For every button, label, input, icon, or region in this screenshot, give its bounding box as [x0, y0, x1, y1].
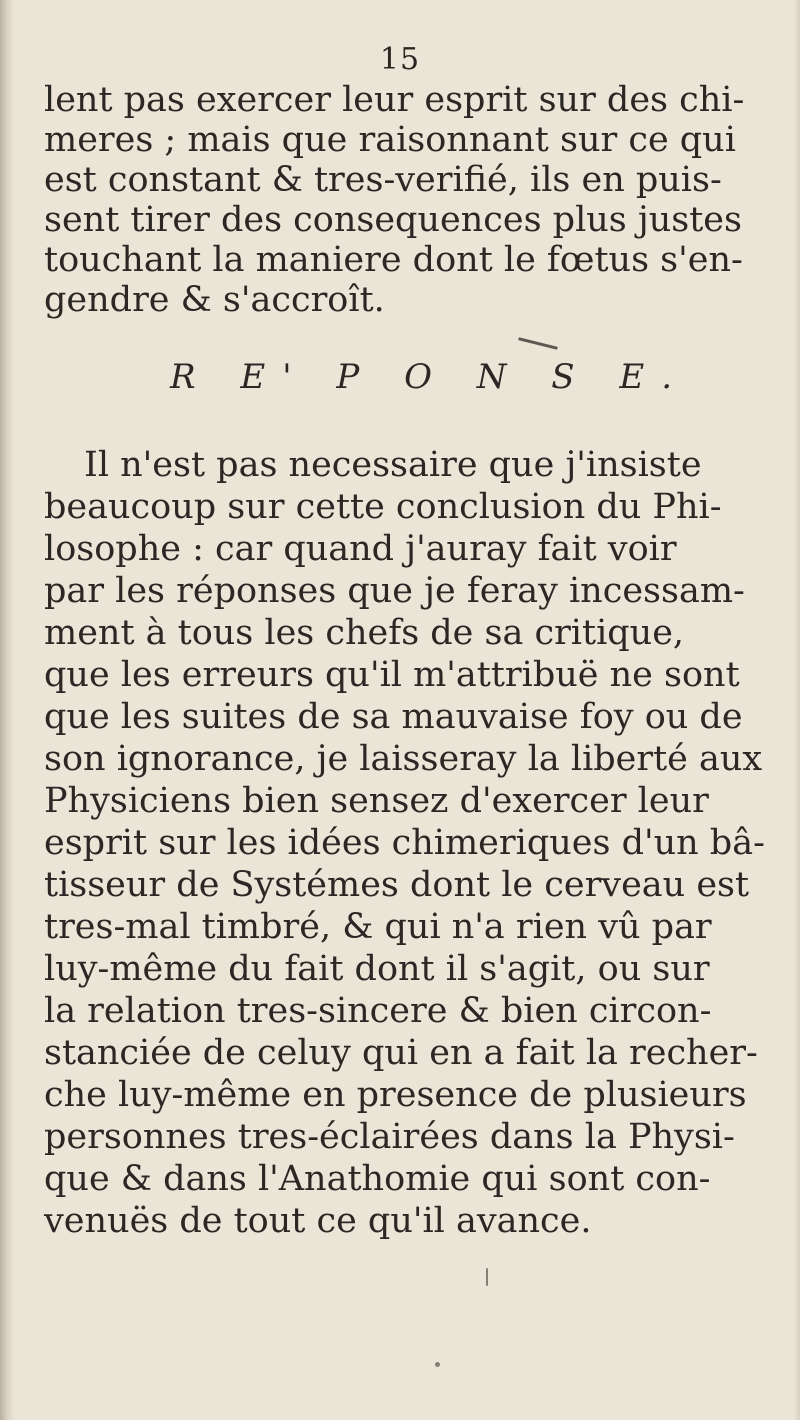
text-line: que & dans l'Anathomie qui sont con-: [44, 1159, 711, 1199]
text-line: personnes tres-éclairées dans la Physi-: [44, 1117, 735, 1157]
section-heading: R E' P O N S E.: [170, 357, 690, 397]
text-line: par les réponses que je feray incessam-: [44, 571, 745, 611]
text-line: venuës de tout ce qu'il avance.: [44, 1201, 592, 1241]
text-line: la relation tres-sincere & bien circon-: [44, 991, 712, 1031]
text-line: touchant la maniere dont le fœtus s'en-: [44, 240, 743, 280]
text-line: Physiciens bien sensez d'exercer leur: [44, 781, 709, 821]
text-line: sent tirer des consequences plus justes: [44, 200, 742, 240]
text-line: beaucoup sur cette conclusion du Phi-: [44, 487, 722, 527]
text-line: che luy-même en presence de plusieurs: [44, 1075, 747, 1115]
text-line: esprit sur les idées chimeriques d'un bâ-: [44, 823, 765, 863]
text-line: que les erreurs qu'il m'attribuë ne sont: [44, 655, 740, 695]
text-line: stanciée de celuy qui en a fait la recher-: [44, 1033, 758, 1073]
ink-mark: [518, 337, 558, 350]
text-line: que les suites de sa mauvaise foy ou de: [44, 697, 743, 737]
page-edge: [794, 0, 800, 1420]
text-line: meres ; mais que raisonnant sur ce qui: [44, 120, 736, 160]
text-line: lent pas exercer leur esprit sur des chi-: [44, 80, 745, 120]
paragraph-first-line: Il n'est pas necessaire que j'insiste: [84, 445, 702, 485]
text-line: gendre & s'accroît.: [44, 280, 385, 320]
text-line: luy-même du fait dont il s'agit, ou sur: [44, 949, 710, 989]
text-line: tisseur de Systémes dont le cerveau est: [44, 865, 750, 905]
text-line: est constant & tres-verifié, ils en puis-: [44, 160, 722, 200]
text-line: son ignorance, je laisseray la liberté aux: [44, 739, 763, 779]
text-line: tres-mal timbré, & qui n'a rien vû par: [44, 907, 712, 947]
binding-gutter: [0, 0, 14, 1420]
text-line: losophe : car quand j'auray fait voir: [44, 529, 677, 569]
page-number: 15: [379, 42, 421, 77]
paper-speck: [486, 1268, 488, 1286]
text-line: ment à tous les chefs de sa critique,: [44, 613, 685, 653]
paper-speck: [435, 1362, 440, 1367]
